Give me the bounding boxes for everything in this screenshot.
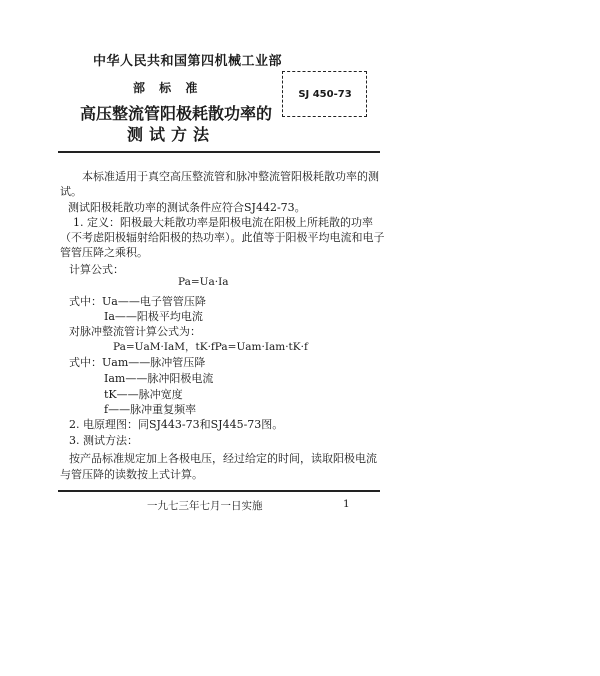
scope-paragraph-line-1: 本标准适用于真空高压整流管和脉冲整流管阳极耗散功率的测 <box>82 170 379 183</box>
variable-definition-uam: 式中：Uam——脉冲管压降 <box>69 356 206 369</box>
scope-paragraph-line-2: 试。 <box>60 185 82 198</box>
test-method-line-2: 与管压降的读数按上式计算。 <box>60 468 203 481</box>
circuit-diagram-reference: 2. 电原理图：同SJ443-73和SJ445-73图。 <box>69 418 284 431</box>
document-title-line-1: 高压整流管阳极耗散功率的 <box>80 104 273 123</box>
definition-line-3: 管管压降之乘积。 <box>60 246 148 259</box>
variable-definition-ia: Ia——阳极平均电流 <box>104 310 203 323</box>
variable-definition-tk: tK——脉冲宽度 <box>104 388 183 401</box>
effective-date: 一九七三年七月一日实施 <box>147 500 263 512</box>
variable-definition-iam: Iam——脉冲阳极电流 <box>104 372 214 385</box>
page-number: 1 <box>343 498 350 510</box>
standard-type: 部 标 准 <box>133 81 198 95</box>
document-title-line-2: 测试方法 <box>127 125 216 144</box>
test-method-heading: 3. 测试方法： <box>69 434 138 447</box>
variable-definition-ua: 式中：Ua——电子管管压降 <box>69 295 206 308</box>
formula-pulse-power: Pa=UaM·IaM，tK·fPa=Uam·Iam·tK·f <box>113 341 308 353</box>
footer-divider <box>58 490 380 492</box>
header-divider <box>58 151 380 153</box>
test-method-line-1: 按产品标准规定加上各极电压，经过给定的时间，读取阳极电流 <box>69 452 377 465</box>
standard-code: SJ 450-73 <box>298 89 352 100</box>
formula-average-power: Pa=Ua·Ia <box>178 276 229 288</box>
definition-line-2: （不考虑阳极辐射给阳极的热功率）。此值等于阳极平均电流和电子 <box>60 231 385 244</box>
test-condition-paragraph: 测试阳极耗散功率的测试条件应符合SJ442-73。 <box>68 201 306 214</box>
variable-definition-f: f——脉冲重复频率 <box>104 403 197 416</box>
definition-line-1: 1. 定义：阳极最大耗散功率是阳极电流在阳极上所耗散的功率 <box>73 216 373 229</box>
ministry-name: 中华人民共和国第四机械工业部 <box>93 54 283 69</box>
pulse-formula-label: 对脉冲整流管计算公式为： <box>69 325 201 338</box>
formula-label: 计算公式： <box>69 263 124 276</box>
